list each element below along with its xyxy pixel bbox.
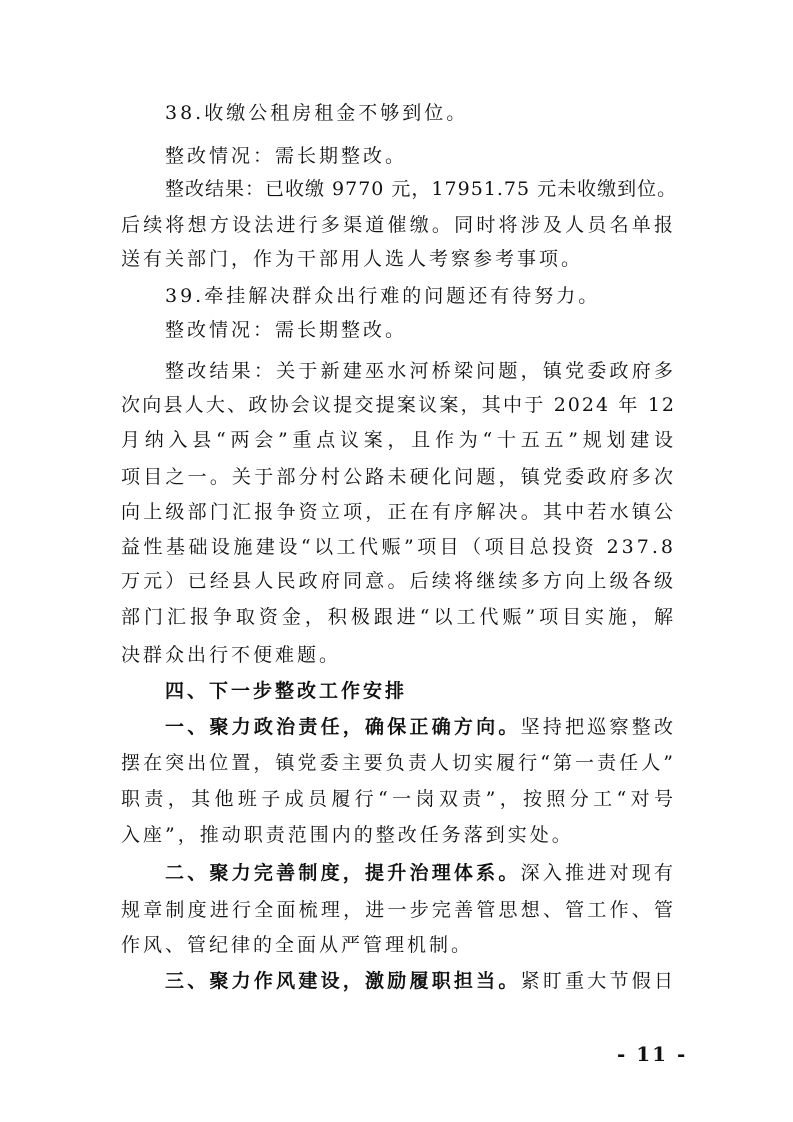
text-line bbox=[165, 141, 676, 171]
text-line bbox=[165, 174, 676, 204]
line-text: 向上级部门汇报争资立项，正在有序解决。其中若水镇公 bbox=[121, 501, 676, 523]
text-line bbox=[121, 602, 676, 632]
text-line bbox=[165, 676, 676, 706]
line-text: 部门汇报争取资金，积极跟进“以工代赈”项目实施，解 bbox=[121, 606, 676, 628]
text-line bbox=[121, 497, 676, 527]
line-text: 后续将想方设法进行多渠道催缴。同时将涉及人员名单报 bbox=[121, 214, 676, 236]
text-line bbox=[121, 390, 676, 420]
line-text: 次向县人大、政协会议提交提案议案，其中于 2024 年 12 bbox=[121, 394, 676, 416]
line-text: 整改情况：需长期整改。 bbox=[165, 145, 408, 167]
text-line bbox=[121, 784, 676, 814]
text-line bbox=[165, 356, 676, 386]
text-line bbox=[121, 640, 676, 670]
text-line bbox=[165, 281, 676, 311]
text-line bbox=[121, 425, 676, 455]
line-text: 职责，其他班子成员履行“一岗双责”，按照分工“对号 bbox=[121, 788, 676, 810]
line-text: 38.收缴公租房租金不够到位。 bbox=[165, 102, 469, 124]
text-line bbox=[121, 462, 676, 492]
text-line bbox=[165, 966, 676, 996]
line-text: 送有关部门，作为干部用人选人考察参考事项。 bbox=[121, 248, 584, 270]
text-line bbox=[165, 315, 676, 345]
line-text: 益性基础设施建设“以工代赈”项目（项目总投资 237.8 bbox=[121, 536, 676, 558]
line-text: 月纳入县“两会”重点议案，且作为“十五五”规划建设 bbox=[121, 429, 676, 451]
text-line bbox=[121, 895, 676, 925]
line-text: 39.牵挂解决群众出行难的问题还有待努力。 bbox=[165, 285, 601, 307]
text-line bbox=[165, 858, 676, 888]
text-line bbox=[165, 98, 676, 128]
text-line bbox=[121, 566, 676, 596]
text-line bbox=[121, 748, 676, 778]
line-text: 深入推进对现有 bbox=[520, 862, 676, 884]
text-line bbox=[121, 532, 676, 562]
bold-heading-text: 二、聚力完善制度，提升治理体系。 bbox=[165, 862, 521, 884]
line-text: 决群众出行不便难题。 bbox=[121, 644, 342, 666]
line-text: 规章制度进行全面梳理，进一步完善管思想、管工作、管 bbox=[121, 899, 676, 921]
text-line bbox=[121, 930, 676, 960]
bold-heading-text: 三、聚力作风建设，激励履职担当。 bbox=[165, 970, 521, 992]
page-number: - 11 - bbox=[617, 1042, 688, 1066]
line-text: 整改结果：已收缴 9770 元，17951.75 元未收缴到位。 bbox=[165, 178, 678, 200]
text-line bbox=[121, 820, 676, 850]
line-text: 紧盯重大节假日 bbox=[520, 970, 676, 992]
line-text: 坚持把巡察整改 bbox=[520, 716, 676, 738]
line-text: 入座”，推动职责范围内的整改任务落到实处。 bbox=[121, 824, 574, 846]
line-text: 项目之一。关于部分村公路未硬化问题，镇党委政府多次 bbox=[121, 466, 676, 488]
text-line bbox=[121, 244, 676, 274]
line-text: 万元）已经县人民政府同意。后续将继续多方向上级各级 bbox=[121, 570, 676, 592]
bold-heading-text: 四、下一步整改工作安排 bbox=[165, 680, 408, 702]
line-text: 整改情况：需长期整改。 bbox=[165, 319, 408, 341]
text-line bbox=[165, 712, 676, 742]
bold-heading-text: 一、聚力政治责任，确保正确方向。 bbox=[165, 716, 521, 738]
line-text: 整改结果：关于新建巫水河桥梁问题，镇党委政府多 bbox=[165, 360, 676, 382]
line-text: 作风、管纪律的全面从严管理机制。 bbox=[121, 934, 474, 956]
text-line bbox=[121, 210, 676, 240]
line-text: 摆在突出位置，镇党委主要负责人切实履行“第一责任人” bbox=[121, 752, 676, 774]
